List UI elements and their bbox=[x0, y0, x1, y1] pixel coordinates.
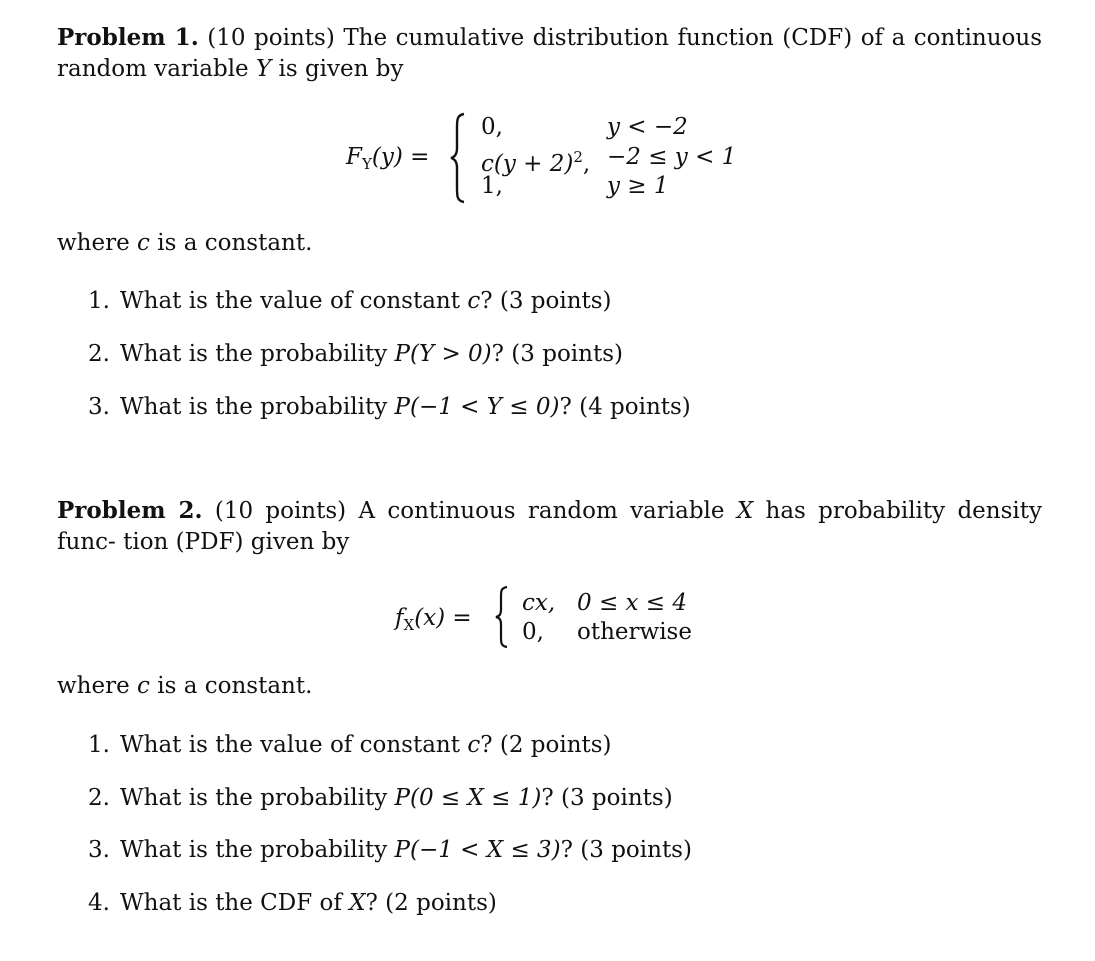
left-brace-icon bbox=[494, 585, 510, 649]
problem1-case2-expr: $c(y + 2)^2$, bbox=[481, 148, 591, 177]
problem1-case3-expr: 1, bbox=[481, 173, 503, 199]
problem1-case1-expr: 0, bbox=[481, 114, 503, 140]
problem1-case3-cond: y ≥ 1 bbox=[607, 173, 669, 199]
left-brace-icon bbox=[448, 112, 468, 204]
problem2-intro-b: has probability density func- bbox=[57, 498, 1042, 555]
problem1-question-1: 1. What is the value of constant c? (3 points) bbox=[88, 288, 612, 314]
problem1-intro-a: The cumulative distribution function (CDF) of a continuous random variable bbox=[57, 25, 1043, 82]
problem2-heading: Problem 2. bbox=[57, 497, 203, 524]
problem1-heading: Problem 1. bbox=[57, 24, 199, 51]
problem2-question-3: 3. What is the probability P(−1 < X ≤ 3)? (3 points) bbox=[88, 837, 692, 863]
problem1-case1-cond: y < −2 bbox=[607, 114, 688, 140]
problem1-where: where c is a constant. bbox=[57, 230, 313, 256]
problem2-question-2: 2. What is the probability P(0 ≤ X ≤ 1)? (3 points) bbox=[88, 785, 673, 811]
problem2-question-4: 4. What is the CDF of X? (2 points) bbox=[88, 890, 497, 916]
problem2-points: (10 points) bbox=[214, 498, 347, 524]
problem1-intro-b: is given by bbox=[278, 56, 404, 82]
problem2-intro-a: A continuous random variable bbox=[358, 498, 725, 524]
problem1-cdf-lhs: $F_Y(y)$ = bbox=[346, 144, 430, 173]
problem2-intro-c: tion (PDF) given by bbox=[123, 529, 350, 555]
problem2-case2-expr: 0, bbox=[522, 619, 544, 645]
problem2-case1-expr: cx, bbox=[522, 590, 556, 616]
problem1-var: Y bbox=[255, 56, 272, 82]
problem2-var: X bbox=[736, 498, 754, 524]
problem1-points: (10 points) bbox=[207, 25, 335, 51]
problem1-question-3: 3. What is the probability P(−1 < Y ≤ 0)? (4 points) bbox=[88, 394, 691, 420]
problem2-case2-cond: otherwise bbox=[577, 619, 692, 645]
problem2-pdf-lhs: $f_X(x)$ = bbox=[395, 605, 472, 634]
problem2-intro bbox=[57, 495, 1042, 558]
problem1-intro bbox=[57, 22, 1042, 85]
problem2-case1-cond: 0 ≤ x ≤ 4 bbox=[577, 590, 688, 616]
problem2-where: where c is a constant. bbox=[57, 673, 313, 699]
problem1-case2-cond: −2 ≤ y < 1 bbox=[607, 144, 737, 170]
problem2-question-1: 1. What is the value of constant c? (2 points) bbox=[88, 732, 612, 758]
problem1-question-2: 2. What is the probability P(Y > 0)? (3 points) bbox=[88, 341, 623, 367]
